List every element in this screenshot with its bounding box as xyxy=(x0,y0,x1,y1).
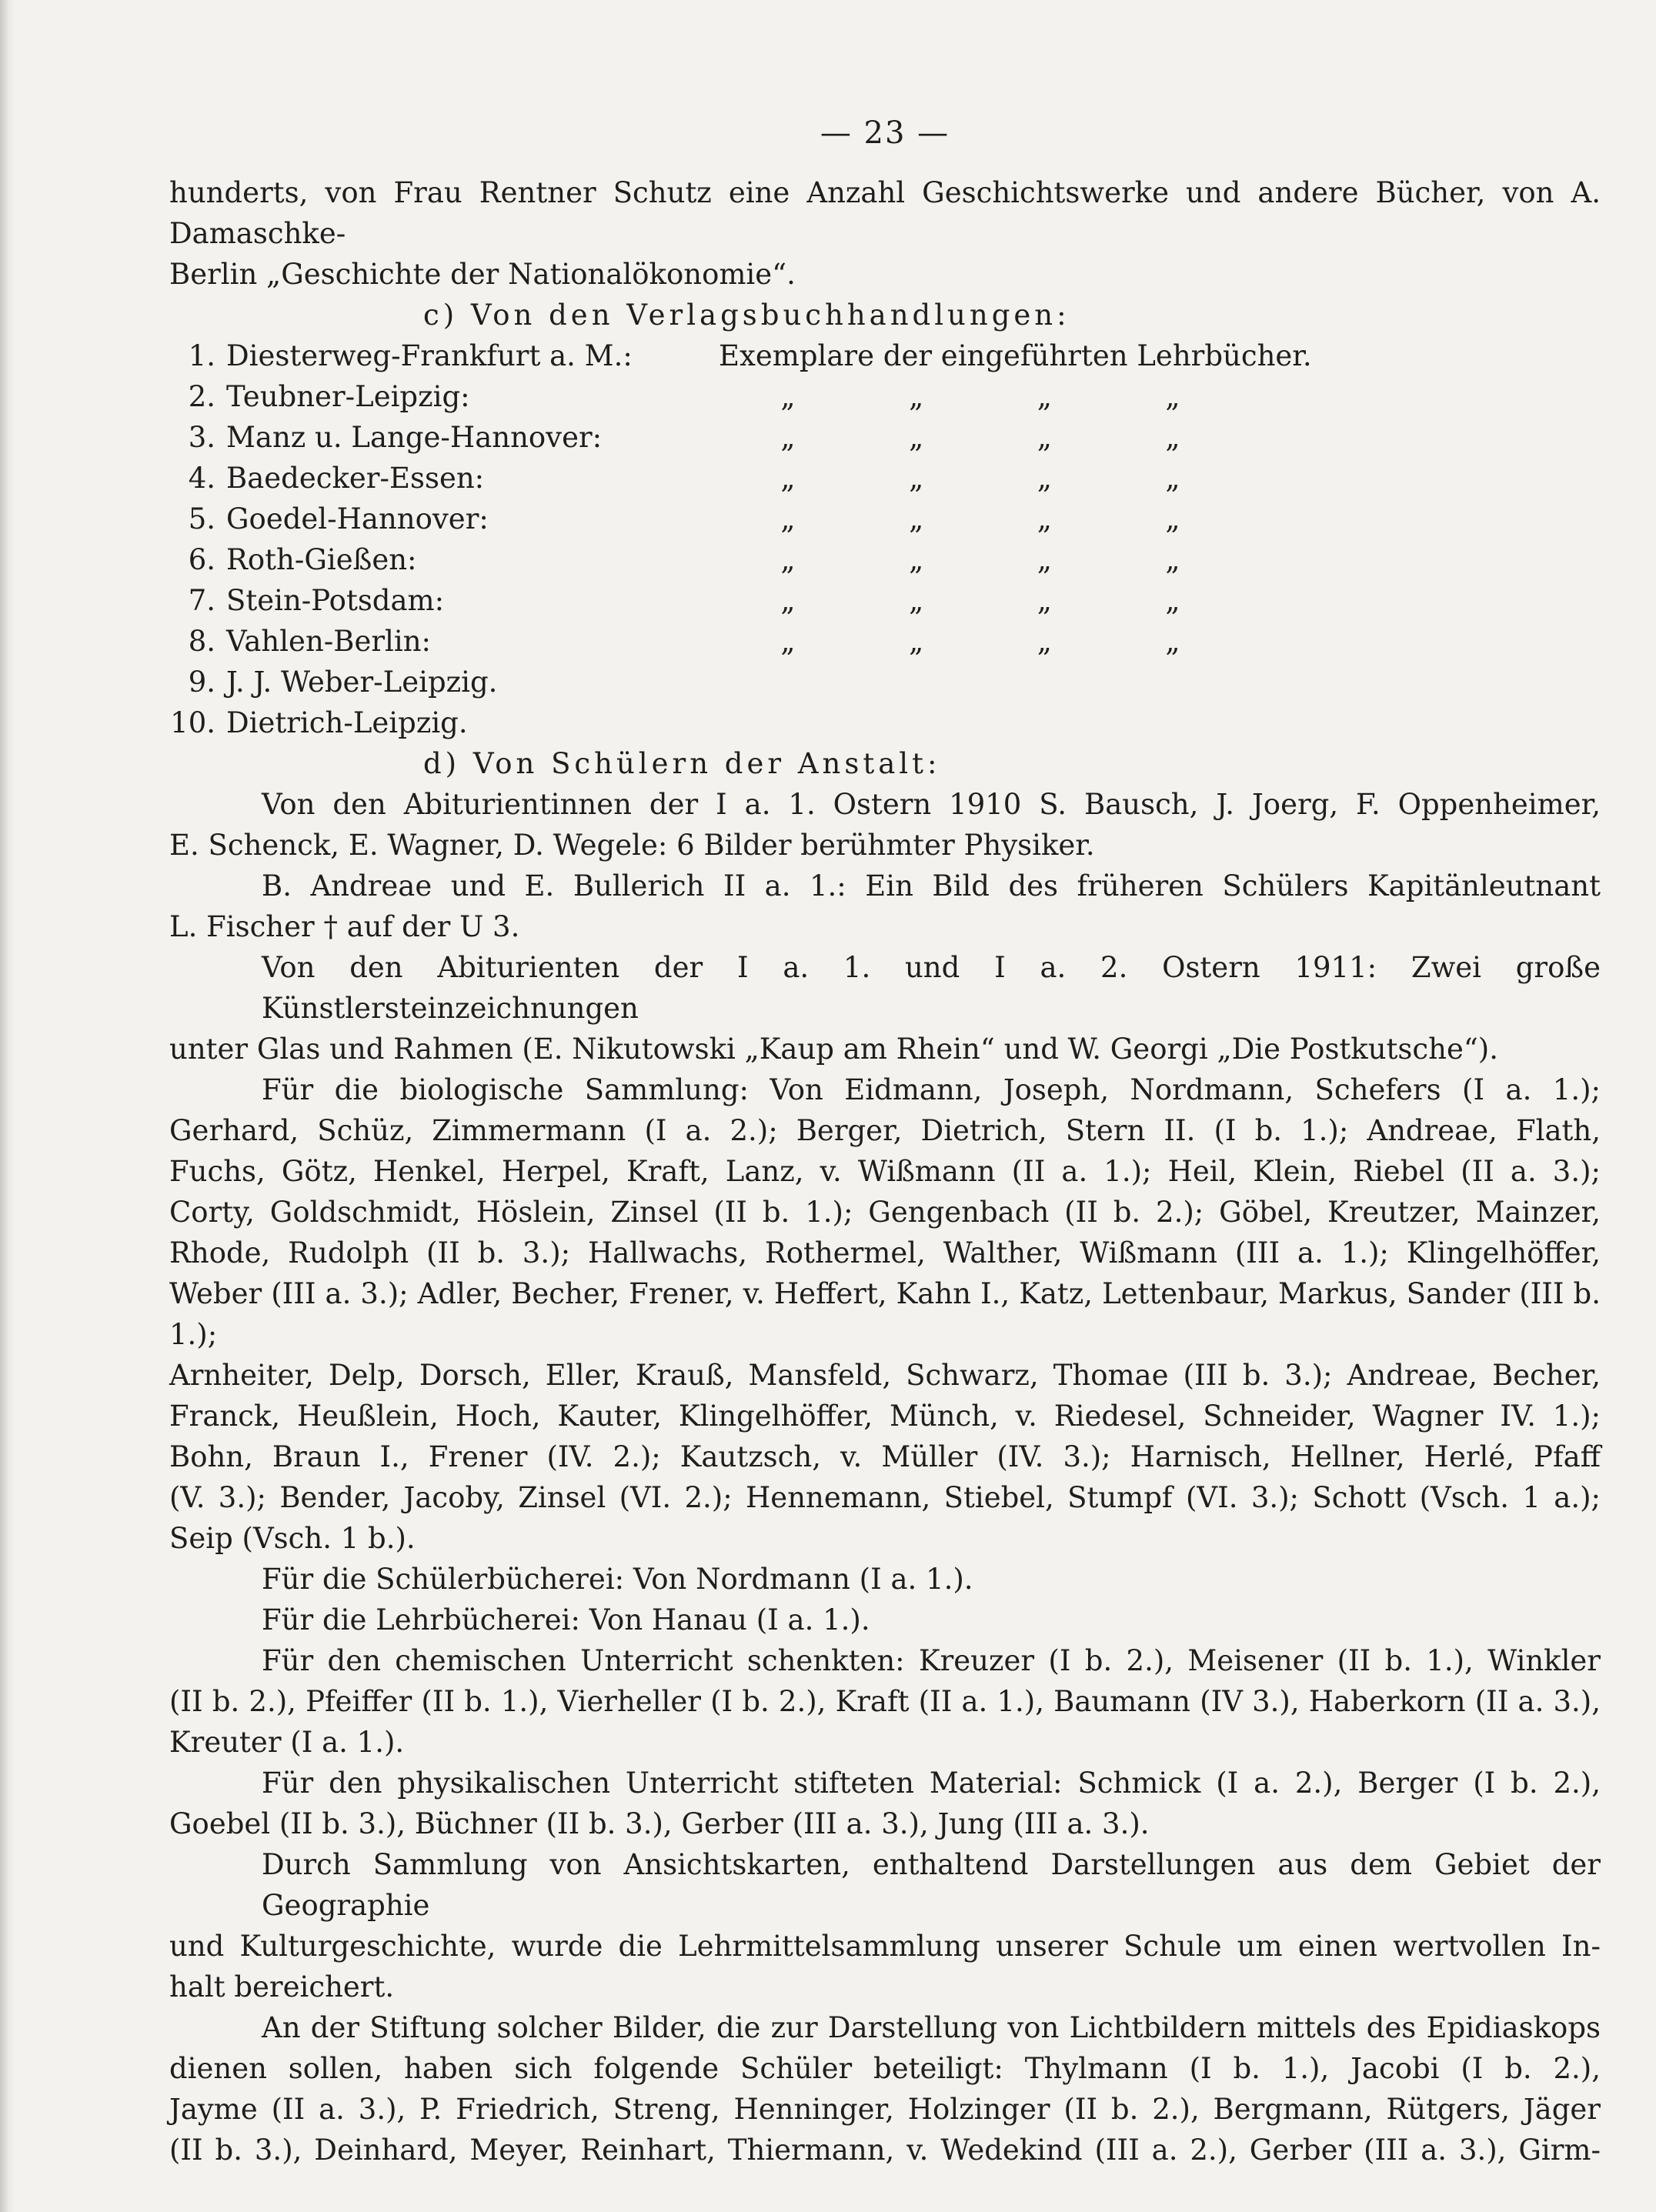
paragraph-line: Fuchs, Götz, Henkel, Herpel, Kraft, Lanz, v. Wißmann (II a. 1.); Heil, Klein, Riebel (II a. 3.); xyxy=(169,1155,1601,1188)
list-item: 5. Goedel-Hannover: „ „ „ „ xyxy=(169,499,1601,539)
paragraph-line: (V. 3.); Bender, Jacoby, Zinsel (VI. 2.); Hennemann, Stiebel, Stumpf (VI. 3.); Schott (Vsch. 1 a.); xyxy=(169,1481,1601,1514)
list-item: 8. Vahlen-Berlin: „ „ „ „ xyxy=(169,621,1601,662)
section-d-heading: d) Von Schülern der Anstalt: xyxy=(423,747,941,780)
paragraph-line: Von den Abiturientinnen der I a. 1. Ostern 1910 S. Bausch, J. Joerg, F. Oppenheimer, xyxy=(262,788,1601,821)
list-item: 7. Stein-Potsdam: „ „ „ „ xyxy=(169,580,1601,621)
list-item: 10. Dietrich-Leipzig. xyxy=(170,706,468,739)
ditto-marks: „ „ „ „ xyxy=(780,462,1180,495)
list-item: 3. Manz u. Lange-Hannover: „ „ „ „ xyxy=(169,417,1601,458)
paragraph-line: Franck, Heußlein, Hoch, Kauter, Klingelhöffer, Münch, v. Riedesel, Schneider, Wagner IV. 1.); xyxy=(169,1400,1601,1433)
paragraph-line: Für den physikalischen Unterricht stifteten Material: Schmick (I a. 2.), Berger (I b. 2.), xyxy=(262,1767,1601,1800)
page-number: — 23 — xyxy=(820,115,950,151)
ditto-marks: „ „ „ „ xyxy=(780,502,1180,535)
paragraph-line: Von den Abiturienten der I a. 1. und I a. 2. Ostern 1911: Zwei große Künstlersteinzeichnungen xyxy=(262,951,1601,1025)
ditto-marks: „ „ „ „ xyxy=(780,380,1180,413)
paragraph-line: unter Glas und Rahmen (E. Nikutowski „Kaup am Rhein“ und W. Georgi „Die Postkutsche“). xyxy=(169,1033,1498,1066)
paragraph-line: B. Andreae und E. Bullerich II a. 1.: Ein Bild des früheren Schülers Kapitänleutnant xyxy=(262,869,1601,902)
scan-edge-shadow xyxy=(0,0,15,2212)
ditto-marks: „ „ „ „ xyxy=(780,421,1180,454)
paragraph-line: (II b. 3.), Deinhard, Meyer, Reinhart, Thiermann, v. Wedekind (III a. 2.), Gerber (III a. 3.), Girm- xyxy=(169,2134,1601,2167)
paragraph-line: Für die Lehrbücherei: Von Hanau (I a. 1.). xyxy=(262,1603,870,1636)
intro-line-2: Berlin „Geschichte der Nationalökonomie“. xyxy=(169,258,796,291)
paragraph-line: dienen sollen, haben sich folgende Schüler beteiligt: Thylmann (I b. 1.), Jacobi (I b. 2.), xyxy=(169,2052,1601,2085)
list-item: 2. Teubner-Leipzig: „ „ „ „ xyxy=(169,376,1601,417)
paragraph-line: L. Fischer † auf der U 3. xyxy=(169,910,520,943)
paragraph-line: und Kulturgeschichte, wurde die Lehrmittelsammlung unserer Schule um einen wertvollen In- xyxy=(169,1930,1601,1963)
list-item: 4. Baedecker-Essen: „ „ „ „ xyxy=(169,458,1601,499)
section-c-heading: c) Von den Verlagsbuchhandlungen: xyxy=(423,299,1070,332)
paragraph-line: Kreuter (I a. 1.). xyxy=(169,1726,405,1759)
ditto-marks: „ „ „ „ xyxy=(780,584,1180,617)
paragraph-line: halt bereichert. xyxy=(169,1970,395,2003)
paragraph-line: Jayme (II a. 3.), P. Friedrich, Streng, Henninger, Holzinger (II b. 2.), Bergmann, Rütgers, Jäger xyxy=(169,2093,1601,2126)
list-item: 9. J. J. Weber-Leipzig. xyxy=(188,666,498,699)
paragraph-line: E. Schenck, E. Wagner, D. Wegele: 6 Bilder berühmter Physiker. xyxy=(169,829,1095,862)
paragraph-line: Für die biologische Sammlung: Von Eidmann, Joseph, Nordmann, Schefers (I a. 1.); xyxy=(262,1073,1601,1106)
paragraph-line: Gerhard, Schüz, Zimmermann (I a. 2.); Berger, Dietrich, Stern II. (I b. 1.); Andreae, Flath, xyxy=(169,1114,1601,1147)
paragraph-line: Goebel (II b. 3.), Büchner (II b. 3.), Gerber (III a. 3.), Jung (III a. 3.). xyxy=(169,1807,1150,1840)
paragraph-line: An der Stiftung solcher Bilder, die zur Darstellung von Lichtbildern mittels des Epidiaskops xyxy=(262,2011,1601,2044)
paragraph-line: (II b. 2.), Pfeiffer (II b. 1.), Vierheller (I b. 2.), Kraft (II a. 1.), Baumann (IV 3.), Haberkorn (II a. 3.), xyxy=(169,1685,1601,1718)
paragraph-line: Bohn, Braun I., Frener (IV. 2.); Kautzsch, v. Müller (IV. 3.); Harnisch, Hellner, Herlé, Pfaff xyxy=(169,1440,1601,1473)
paragraph-line: Für den chemischen Unterricht schenkten: Kreuzer (I b. 2.), Meisener (II b. 1.), Winkler xyxy=(262,1644,1601,1677)
paragraph-line: Corty, Goldschmidt, Höslein, Zinsel (II b. 1.); Gengenbach (II b. 2.); Göbel, Kreutzer, Mainzer, xyxy=(169,1196,1601,1229)
paragraph-line: Arnheiter, Delp, Dorsch, Eller, Krauß, Mansfeld, Schwarz, Thomae (III b. 3.); Andreae, Becher, xyxy=(169,1359,1601,1392)
publisher-list xyxy=(169,335,1601,743)
paragraph-line: Rhode, Rudolph (II b. 3.); Hallwachs, Rothermel, Walther, Wißmann (III a. 1.); Klingelhöffer, xyxy=(169,1236,1601,1269)
intro-line-1: hunderts, von Frau Rentner Schutz eine Anzahl Geschichtswerke und andere Bücher, von A. Damaschke- xyxy=(169,176,1601,250)
paragraph-line: Weber (III a. 3.); Adler, Becher, Frener, v. Heffert, Kahn I., Katz, Lettenbaur, Markus, Sander (III b. 1.); xyxy=(169,1277,1601,1351)
paragraph-line: Durch Sammlung von Ansichtskarten, enthaltend Darstellungen aus dem Gebiet der Geographie xyxy=(262,1848,1601,1922)
ditto-marks: „ „ „ „ xyxy=(780,543,1180,576)
list-item: 1. Diesterweg-Frankfurt a. M.: Exemplare der eingeführten Lehrbücher. xyxy=(188,339,1312,372)
document-page xyxy=(169,115,1601,2170)
paragraph-line: Für die Schülerbücherei: Von Nordmann (I a. 1.). xyxy=(262,1563,973,1596)
list-item: 6. Roth-Gießen: „ „ „ „ xyxy=(169,539,1601,580)
paragraph-line: Seip (Vsch. 1 b.). xyxy=(169,1522,416,1555)
ditto-marks: „ „ „ „ xyxy=(780,625,1180,658)
